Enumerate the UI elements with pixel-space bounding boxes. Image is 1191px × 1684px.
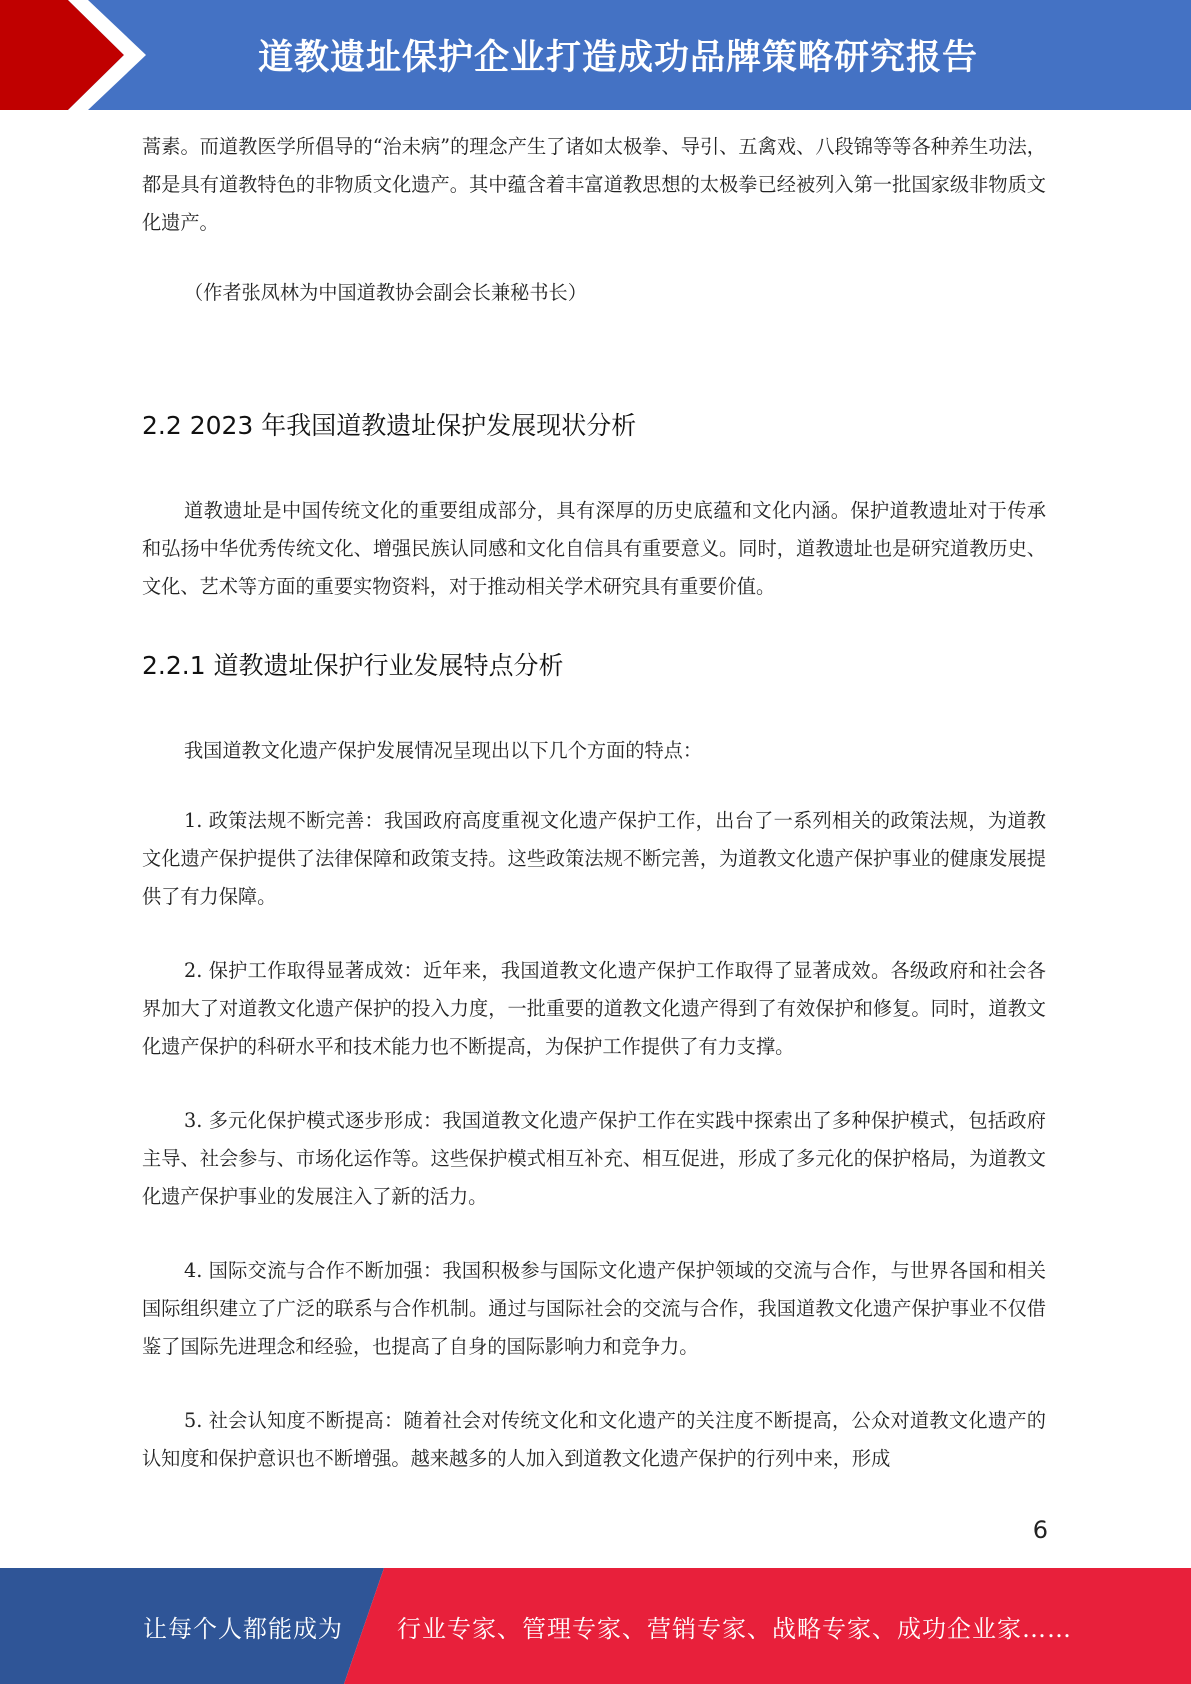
document-body [142, 128, 1046, 1478]
features-intro: 我国道教文化遗产保护发展情况呈现出以下几个方面的特点： [184, 739, 703, 762]
section-intro-paragraph: 道教遗址是中国传统文化的重要组成部分，具有深厚的历史底蕴和文化内涵。保护道教遗址对于传承和弘扬中华优秀传统文化、增强民族认同感和文化自信具有重要意义。同时，道教遗址也是研究道教历史、文化、艺术等方面的重要实物资料，对于推动相关学术研究具有重要价值。 [142, 499, 1046, 598]
footer-slogan-left: 让每个人都能成为 [143, 1614, 343, 1643]
author-note: （作者张凤林为中国道教协会副会长兼秘书长） [184, 281, 587, 304]
list-item-3: 3. 多元化保护模式逐步形成：我国道教文化遗产保护工作在实践中探索出了多种保护模式，包括政府主导、社会参与、市场化运作等。这些保护模式相互补充、相互促进，形成了多元化的保护格局，为道教文化遗产保护事业的发展注入了新的活力。 [142, 1109, 1046, 1208]
list-item-2: 2. 保护工作取得显著成效：近年来，我国道教文化遗产保护工作取得了显著成效。各级政府和社会各界加大了对道教文化遗产保护的投入力度，一批重要的道教文化遗产得到了有效保护和修复。同时，道教文化遗产保护的科研水平和技术能力也不断提高，为保护工作提供了有力支撑。 [142, 959, 1046, 1058]
paragraph-continued: 蒿素。而道教医学所倡导的“治未病”的理念产生了诸如太极拳、导引、五禽戏、八段锦等等各种养生功法，都是具有道教特色的非物质文化遗产。其中蕴含着丰富道教思想的太极拳已经被列入第一批国家级非物质文化遗产。 [142, 135, 1046, 234]
list-item-5: 5. 社会认知度不断提高：随着社会对传统文化和文化遗产的关注度不断提高，公众对道教文化遗产的认知度和保护意识也不断增强。越来越多的人加入到道教文化遗产保护的行列中来，形成 [142, 1409, 1046, 1470]
section-heading-2-2: 2.2 2023 年我国道教遗址保护发展现状分析 [142, 411, 637, 440]
list-item-4: 4. 国际交流与合作不断加强：我国积极参与国际文化遗产保护领域的交流与合作，与世界各国和相关国际组织建立了广泛的联系与合作机制。通过与国际社会的交流与合作，我国道教文化遗产保护事业不仅借鉴了国际先进理念和经验，也提高了自身的国际影响力和竞争力。 [142, 1259, 1046, 1358]
report-title: 道教遗址保护企业打造成功品牌策略研究报告 [257, 38, 978, 78]
section-heading-2-2-1: 2.2.1 道教遗址保护行业发展特点分析 [142, 651, 564, 680]
page-footer [0, 1568, 1191, 1684]
list-item-1: 1. 政策法规不断完善：我国政府高度重视文化遗产保护工作，出台了一系列相关的政策法规，为道教文化遗产保护提供了法律保障和政策支持。这些政策法规不断完善，为道教文化遗产保护事业的健康发展提供了有力保障。 [142, 809, 1046, 908]
footer-slogan-right: 行业专家、管理专家、营销专家、战略专家、成功企业家…… [397, 1614, 1072, 1643]
page-number: 6 [1032, 1516, 1048, 1544]
page-header [0, 0, 1191, 110]
